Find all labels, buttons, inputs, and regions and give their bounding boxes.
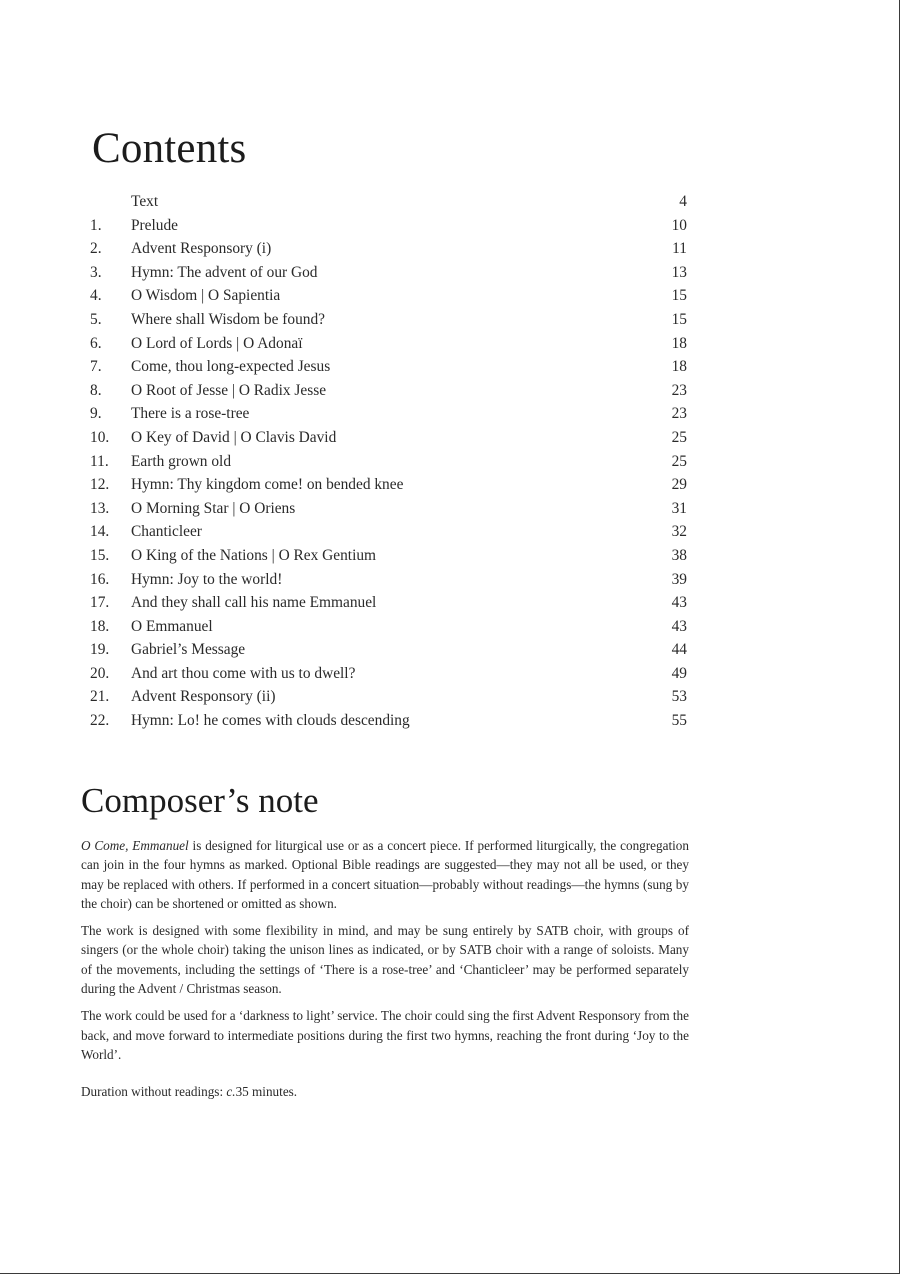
toc-number: 4. bbox=[90, 287, 102, 305]
toc-number: 17. bbox=[90, 594, 110, 612]
toc-title: O Lord of Lords | O Adonaï bbox=[131, 334, 303, 352]
toc-page: 31 bbox=[671, 499, 687, 517]
toc-title: Advent Responsory (i) bbox=[131, 240, 272, 258]
toc-title: Chanticleer bbox=[131, 523, 202, 541]
toc-title: Gabriel’s Message bbox=[131, 641, 246, 659]
toc-title: Earth grown old bbox=[131, 452, 232, 470]
toc-page: 29 bbox=[671, 476, 687, 494]
toc-number: 5. bbox=[90, 310, 102, 328]
toc-page: 18 bbox=[671, 358, 687, 376]
toc-number: 22. bbox=[90, 712, 110, 730]
duration-label: Duration without readings: bbox=[81, 1084, 227, 1100]
toc-entry bbox=[90, 473, 690, 497]
toc-number: 18. bbox=[90, 617, 110, 635]
toc-entry bbox=[90, 520, 690, 544]
toc-number: 7. bbox=[90, 358, 102, 376]
toc-page: 32 bbox=[671, 523, 687, 541]
toc-number: 12. bbox=[90, 476, 110, 494]
toc-number: 10. bbox=[90, 428, 110, 446]
toc-entry bbox=[90, 261, 690, 285]
toc-entry bbox=[90, 190, 690, 214]
duration-line bbox=[81, 1082, 689, 1101]
toc-number: 6. bbox=[90, 334, 102, 352]
toc-title: And they shall call his name Emmanuel bbox=[131, 594, 377, 612]
toc-entry bbox=[90, 615, 690, 639]
toc-number: 2. bbox=[90, 240, 102, 258]
toc-page: 18 bbox=[671, 334, 687, 352]
toc-number: 14. bbox=[90, 523, 110, 541]
toc-entry bbox=[90, 214, 690, 238]
toc-page: 23 bbox=[671, 381, 687, 399]
composers-note-heading: Composer’s note bbox=[81, 781, 319, 820]
toc-page: 11 bbox=[672, 240, 687, 258]
toc-number: 21. bbox=[90, 688, 110, 706]
toc-entry bbox=[90, 284, 690, 308]
toc-title: O Emmanuel bbox=[131, 617, 213, 635]
toc-title: Hymn: Lo! he comes with clouds descending bbox=[131, 712, 410, 730]
toc-entry bbox=[90, 402, 690, 426]
toc-number: 15. bbox=[90, 546, 110, 564]
toc-page: 43 bbox=[671, 594, 687, 612]
toc-title: Where shall Wisdom be found? bbox=[131, 310, 325, 328]
toc-entry bbox=[90, 591, 690, 615]
toc-page: 13 bbox=[671, 263, 687, 281]
toc-page: 25 bbox=[671, 428, 687, 446]
toc-page: 55 bbox=[671, 712, 687, 730]
toc-page: 15 bbox=[671, 310, 687, 328]
work-title: O Come, Emmanuel bbox=[81, 838, 189, 853]
toc-page: 23 bbox=[671, 405, 687, 423]
contents-heading: Contents bbox=[92, 125, 247, 172]
toc-title: Come, thou long-expected Jesus bbox=[131, 358, 331, 376]
toc-page: 53 bbox=[671, 688, 687, 706]
toc-number: 3. bbox=[90, 263, 102, 281]
toc-page: 43 bbox=[671, 617, 687, 635]
toc-entry bbox=[90, 355, 690, 379]
toc-entry bbox=[90, 568, 690, 592]
toc-entry bbox=[90, 308, 690, 332]
composers-note-body bbox=[81, 836, 689, 1110]
toc-title: Hymn: The advent of our God bbox=[131, 263, 318, 281]
toc-page: 4 bbox=[679, 193, 687, 210]
toc-title: Text bbox=[131, 193, 159, 210]
toc-entry bbox=[90, 332, 690, 356]
toc-number: 9. bbox=[90, 405, 102, 423]
toc-title: Hymn: Thy kingdom come! on bended knee bbox=[131, 476, 404, 494]
toc-number: 19. bbox=[90, 641, 110, 659]
duration-value: 35 minutes. bbox=[235, 1084, 298, 1100]
toc-title: Hymn: Joy to the world! bbox=[131, 570, 283, 588]
toc-page: 49 bbox=[671, 664, 687, 682]
toc-entry bbox=[90, 450, 690, 474]
toc-title: O King of the Nations | O Rex Gentium bbox=[131, 546, 377, 564]
toc-page: 10 bbox=[671, 216, 687, 234]
toc-entry bbox=[90, 497, 690, 521]
toc-number: 16. bbox=[90, 570, 110, 588]
toc-entry bbox=[90, 544, 690, 568]
toc-title: O Root of Jesse | O Radix Jesse bbox=[131, 381, 327, 399]
note-paragraph-1 bbox=[81, 836, 689, 913]
toc-number: 8. bbox=[90, 381, 102, 399]
toc-title: There is a rose-tree bbox=[131, 405, 250, 423]
toc-title: O Key of David | O Clavis David bbox=[131, 428, 337, 446]
toc-page: 15 bbox=[671, 287, 687, 305]
toc-entry bbox=[90, 379, 690, 403]
toc-entry bbox=[90, 662, 690, 686]
toc-number: 13. bbox=[90, 499, 110, 517]
toc-title: O Morning Star | O Oriens bbox=[131, 499, 296, 517]
note-paragraph-3: The work could be used for a ‘darkness to light’ service. The choir could sing the first Advent Responsory from the back, and move forward to intermediate positions during the first two hymns, reaching the front during ‘Joy to the World’. bbox=[81, 1008, 689, 1062]
toc-page: 39 bbox=[671, 570, 687, 588]
note-paragraph-1-text: is designed for liturgical use or as a concert piece. If performed liturgically, the congregation can join in the four hymns as marked. Optional Bible readings are suggested—they may not all be used, or they may be replaced with others. If performed in a concert situation—probably without readings—the hymns (sung by the choir) can be shortened or omitted as shown. bbox=[81, 838, 689, 911]
contents-list bbox=[90, 190, 690, 733]
toc-entry bbox=[90, 638, 690, 662]
toc-page: 25 bbox=[671, 452, 687, 470]
toc-number: 20. bbox=[90, 664, 110, 682]
toc-entry bbox=[90, 426, 690, 450]
toc-title: O Wisdom | O Sapientia bbox=[131, 287, 281, 305]
toc-page: 38 bbox=[671, 546, 687, 564]
toc-title: Prelude bbox=[131, 216, 179, 234]
toc-page: 44 bbox=[671, 641, 687, 659]
note-paragraph-2: The work is designed with some flexibility in mind, and may be sung entirely by SATB choir, with groups of singers (or the whole choir) taking the unison lines as indicated, or by SATB choir with a range of soloists. Many of the movements, including the settings of ‘There is a rose-tree’ and ‘Chanticleer’ may be performed separately during the Advent / Christmas season. bbox=[81, 923, 689, 997]
toc-entry bbox=[90, 685, 690, 709]
toc-entry bbox=[90, 709, 690, 733]
toc-number: 1. bbox=[90, 216, 102, 234]
toc-title: And art thou come with us to dwell? bbox=[131, 664, 356, 682]
duration-circa: c. bbox=[226, 1084, 236, 1100]
toc-entry bbox=[90, 237, 690, 261]
toc-title: Advent Responsory (ii) bbox=[131, 688, 276, 706]
toc-number: 11. bbox=[90, 452, 109, 470]
